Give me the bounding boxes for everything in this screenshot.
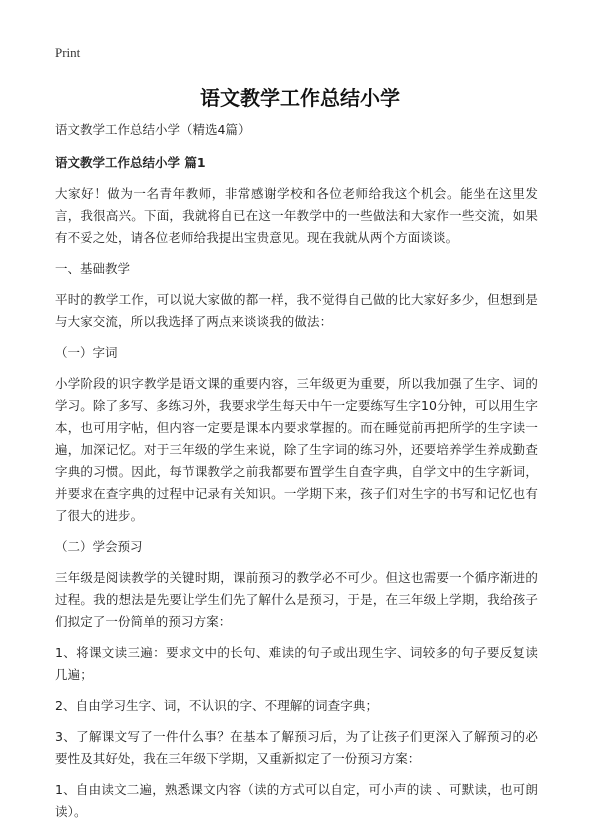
paragraph-preview: 三年级是阅读教学的关键时期，课前预习的教学必不可少。但这也需要一个循序渐进的过程。我的想法是先要让学生们先了解什么是预习，于是，在三年级上学期，我给孩子们拟定了一份简单的预习方案： bbox=[55, 570, 538, 629]
section-heading: 语文教学工作总结小学 篇1 bbox=[55, 155, 206, 170]
document-subtitle: 语文教学工作总结小学（精选4篇） bbox=[55, 122, 251, 137]
heading-preview: （二）学会预习 bbox=[55, 539, 143, 554]
document-body bbox=[55, 120, 538, 832]
list-item-4: 1、自由读文二遍，熟悉课文内容（读的方式可以自定，可小声的读 、可默读，也可朗读）。 bbox=[55, 782, 538, 819]
list-item-1: 1、将课文读三遍：要求文中的长句、难读的句子或出现生字、词较多的句子要反复读几遍； bbox=[55, 645, 538, 682]
paragraph-intro: 大家好！做为一名青年教师，非常感谢学校和各位老师给我这个机会。能坐在这里发言，我很高兴。下面，我就将自已在这一年教学中的一些做法和大家作一些交流，如果有不妥之处，请各位老师给我提出宝贵意见。现在我就从两个方面谈谈。 bbox=[55, 186, 538, 245]
heading-characters: （一）字词 bbox=[55, 345, 118, 360]
list-item-2: 2、自由学习生字、词，不认识的字、不理解的词查字典； bbox=[55, 698, 379, 713]
paragraph-characters: 小学阶段的识字教学是语文课的重要内容，三年级更为重要，所以我加强了生字、词的学习。除了多写、多练习外，我要求学生每天中午一定要练写生字10分钟，可以用生字本，也可用字帖，但内容一定要是课本内要求掌握的。而在睡觉前再把所学的生字读一遍，加深记忆。对于三年级的学生来说，除了生字词的练习外，还要培养学生养成勤查字典的习惯。因此，每节课教学之前我都要布置学生自查字典，自学文中的生字新词，并要求在查字典的过程中记录有关知识。一学期下来，孩子们对生字的书写和记忆也有了很大的进步。 bbox=[55, 376, 538, 523]
heading-basic-teaching: 一、基础教学 bbox=[55, 261, 131, 276]
page-title: 语文教学工作总结小学 bbox=[200, 86, 400, 110]
paragraph-basic-teaching: 平时的教学工作，可以说大家做的都一样，我不觉得自己做的比大家好多少，但想到是与大家交流，所以我选择了两点来谈谈我的做法： bbox=[55, 292, 538, 329]
print-label[interactable]: Print bbox=[55, 45, 81, 60]
list-item-3: 3、了解课文写了一件什么事？在基本了解预习后，为了让孩子们更深入了解预习的必要性及其好处，我在三年级下学期，又重新拟定了一份预习方案： bbox=[55, 729, 538, 766]
